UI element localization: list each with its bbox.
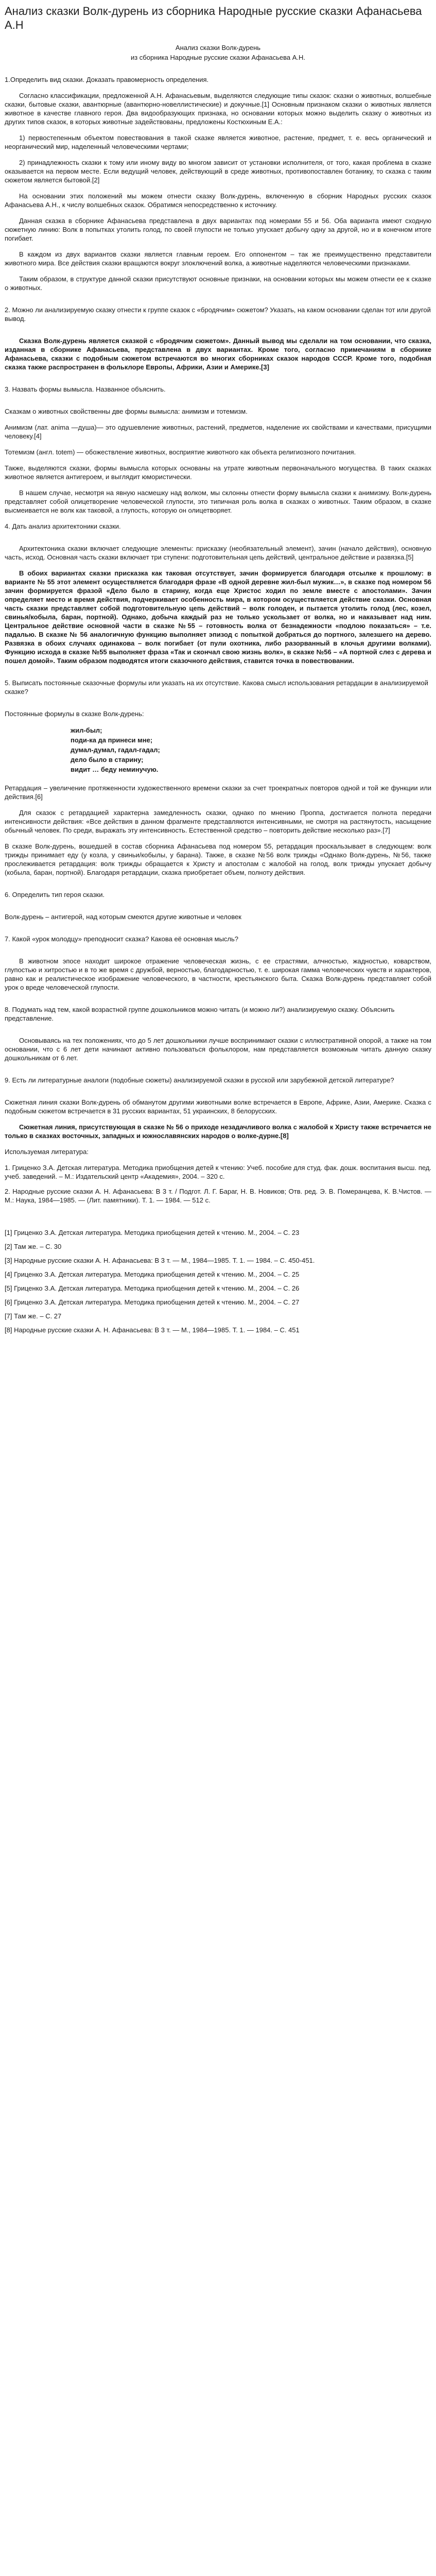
question-9: 9. Есть ли литературные аналоги (подобные сюжеты) анализируемой сказки в русской или зарубежной детской литературе? bbox=[5, 1076, 394, 1084]
question-1: 1.Определить вид сказки. Доказать правомерность определения. bbox=[5, 76, 209, 83]
formula-item: думал-думал, гадал-гадал; bbox=[71, 746, 160, 754]
paragraph: Сказкам о животных свойственны две формы вымысла: анимизм и тотемизм. bbox=[5, 408, 248, 415]
literature-heading: Используемая литература: bbox=[5, 1148, 89, 1156]
question-2: 2. Можно ли анализируемую сказку отнести к группе сказок с «бродячим» сюжетом? Указать, на каком основании сделан тот или другой вывод. bbox=[5, 306, 431, 323]
paragraph: Согласно классификации, предложенной А.Н. Афанасьевым, выделяются следующие типы сказок: сказки о животных, волшебные сказки, бытовые сказки, авантюрные (авантюрно-новеллистические) и докучные.[1] Основным признаком сказки о животных является животное в качестве главного героя. Два видообразующих признака, но основании которых можно выделить сказку о животных из других типов сказок, в которых животные задействованы, предложены Костюхиным Е.А.: bbox=[5, 92, 431, 126]
paragraph: В каждом из двух вариантов сказки является главным героем. Его оппонентом – так же преимущественно представители животного мира. Все действия сказки вращаются вокруг злоключений волка, а животные наделяются человеческими признаками. bbox=[5, 250, 431, 267]
paragraph: В сказке Волк-дурень, вошедшей в состав сборника Афанасьева под номером 55, ретардация проскальзывает в следующем: волк трижды принимает еду (у козла, у свиньи/кобылы, у барана). Также, в сказке №56 волк трижды «Однако Волк-дурень, №56, также прослеживается ретардация: волк трижды обращается к Христу и апостолам с жалобой на голод, волк трижды упускает добычу (кобыла, баран, портной). Благодаря ретардации, сказка приобретает объем, полноту действия. bbox=[5, 842, 431, 876]
paragraph: Основываясь на тех положениях, что до 5 лет дошкольники лучше воспринимают сказки с иллюстративной опорой, а также на том основании, что с 6 лет дети начинают активно пользоваться фольклором, нам представляется возможным читать данную сказку дошкольникам от 6 лет. bbox=[5, 1037, 431, 1062]
formula-item: видит … беду неминучую. bbox=[71, 766, 159, 773]
paragraph: Таким образом, в структуре данной сказки присутствуют основные признаки, на основании которых мы можем отнести ее к сказке о животных. bbox=[5, 275, 431, 292]
footnote: [8] Народные русские сказки А. Н. Афанасьева: В 3 т. — М., 1984—1985. Т. 1. — 1984. – С. 451 bbox=[5, 1326, 300, 1334]
paragraph: Архитектоника сказки включает следующие элементы: присказку (необязательный элемент), зачин (начало действия), основную часть, исход. Основная часть сказки включает три ступени: подготовительная цепь действий, центральное действие и развязка.[5] bbox=[5, 545, 431, 561]
paragraph: В животном эпосе находит широкое отражение человеческая жизнь, с ее страстями, алчностью, жадностью, коварством, глупостью и хитростью и в то же время с дружбой, верностью, благодарностью, т. е. широкая гамма человеческих чувств и характеров, равно как и реалистическое изображение человеческого, в частности, крестьянского быта. Сказка Волк-дурень представляет собой урок о вреде человеческой глупости. bbox=[5, 957, 431, 991]
question-5: 5. Выписать постоянные сказочные формулы или указать на их отсутствие. Какова смысл использования ретардации в анализируемой сказке? bbox=[5, 679, 428, 696]
footnote: [6] Гриценко З.А. Детская литература. Методика приобщения детей к чтению. М., 2004. – С. 27 bbox=[5, 1298, 300, 1306]
paragraph: Волк-дурень – антигерой, над которым смеются другие животные и человек bbox=[5, 913, 241, 921]
paragraph: Данная сказка в сборнике Афанасьева представлена в двух вариантах под номерами 55 и 56. Оба варианта имеют сходную сюжетную линию: Волк в попытках утолить голод, по своей глупости не только упускает добычу одну за другой, но и в конечном итоге погибает. bbox=[5, 217, 431, 242]
question-8: 8. Подумать над тем, какой возрастной группе дошкольников можно читать (и можно ли?) анализируемую сказку. Объяснить представление. bbox=[5, 1006, 395, 1022]
paragraph: Сюжетная линия сказки Волк-дурень об обманутом другими животными волке встречается в Европе, Африке, Азии, Америке. Сказка с подобным сюжетом встречается в 31 русских вариантах, 51 украинских, 8 белорусских. bbox=[5, 1098, 431, 1115]
paragraph: 1) первостепенным объектом повествования в такой сказке является животное, растение, предмет, т. е. весь органический и неорганический мир, наделенный человеческими чертами; bbox=[5, 134, 431, 150]
paragraph: Ретардация – увеличение протяженности художественного времени сказки за счет троекратных повторов одной и той же функции или действия.[6] bbox=[5, 784, 431, 801]
question-6: 6. Определить тип героя сказки. bbox=[5, 891, 105, 899]
footnote: [2] Там же. – С. 30 bbox=[5, 1243, 62, 1250]
question-3: 3. Назвать формы вымысла. Названное объяснить. bbox=[5, 385, 166, 393]
literature-item: 2. Народные русские сказки А. Н. Афанасьева: В 3 т. / Подгот. Л. Г. Бараг, Н. В. Новиков; Отв. ред. Э. В. Померанцева, К. В.Чистов. — М.: Наука, 1984—1985. — (Лит. памятники). Т. 1. — 1984. — 512 с. bbox=[5, 1188, 431, 1204]
paragraph: В обоих вариантах сказки присказка как таковая отсутствует, зачин формируется благодаря отсылке к прошлому: в варианте № 55 этот элемент осуществляется благодаря фразе «В одной деревне жил-был мужик…», в сказке под номером 56 зачин формируется фразой «Дело было в старину, когда еще Христос ходил по земле вместе с апостолами». Зачин определяет место и время действия, подчеркивает особенность мира, в котором осуществляется действие сказки. Основная часть сказки представляет собой подготовительную цепь действий – волк голоден, и пытается утолить голод (лес, козел, свинья/кобыла, баран, портной). Однако, добыча каждый раз не только ускользает от волка, но и наказывает над ним. Центральное действие основной части в сказке №55 – готовность волка от безнадежности «подлою показаться» – т.е. падалью. В сказке № 56 аналогичную функцию выполняет эпизод с попыткой добраться до портного, залезшего на дерево. Развязка в обоих случаях одинакова – волк погибает (от пули охотника, либо разорванный в клочья другими волками). Функцию исхода в сказке №55 выполняет фраза «Так и скончал свою жизнь волк», в сказке №56 – «А портной слез с дерева и пошел домой». Таким образом подводятся итоги сказочного действия, ставится точка в повествовании. bbox=[5, 569, 431, 665]
paragraph: Сказка Волк-дурень является сказкой с «бродячим сюжетом». Данный вывод мы сделали на том основании, что сказка, изданная в сборнике Афанасьева, представлена в двух вариантах. Кроме того, согласно примечаниям в сборнике Афанасьева, сказки с подобным сюжетом встречаются во многих сборниках сказок народов СССР. Кроме того, подобная сказка также распространен в фольклоре Европы, Африки, Азии и Америке.[3] bbox=[5, 337, 431, 371]
footnote: [3] Народные русские сказки А. Н. Афанасьева: В 3 т. — М., 1984—1985. Т. 1. — 1984. – С. 450-451. bbox=[5, 1257, 315, 1264]
formula-item: дело было в старину; bbox=[71, 756, 144, 764]
formula-item: поди-ка да принеси мне; bbox=[71, 736, 153, 744]
paragraph: Тотемизм (англ. totem) — обожествление животных, восприятие животного как объекта религиозного почитания. bbox=[5, 448, 356, 456]
footnote: [4] Гриценко З.А. Детская литература. Методика приобщения детей к чтению. М., 2004. – С. 25 bbox=[5, 1270, 300, 1278]
paragraph: Сюжетная линия, присутствующая в сказке № 56 о приходе незадачливого волка с жалобой к Христу также встречается не только в сказках восточных, западных и южнославянских народов о волке-дурне.[8] bbox=[5, 1123, 431, 1140]
formula-list bbox=[71, 725, 431, 774]
paragraph: Также, выделяются сказки, формы вымысла которых основаны на утрате животным первоначального могущества. В таких сказках животное является антигероем, и выглядит юмористически. bbox=[5, 464, 431, 481]
footnote: [7] Там же. – С. 27 bbox=[5, 1312, 62, 1320]
footnote: [1] Гриценко З.А. Детская литература. Методика приобщения детей к чтению. М., 2004. – С. 23 bbox=[5, 1229, 300, 1236]
formula-item: жил-был; bbox=[71, 726, 102, 734]
paragraph: На основании этих положений мы можем отнести сказку Волк-дурень, включенную в сборник Народных русских сказок Афанасьева А.Н., к числу волшебных сказок. Обратимся непосредственно к источнику. bbox=[5, 192, 431, 209]
literature-item: 1. Гриценко З.А. Детская литература. Методика приобщения детей к чтению: Учеб. пособие для студ. фак. дошк. воспитания высш. пед. учеб. заведений. – М.: Издательский центр «Академия», 2004. – 320 с. bbox=[5, 1164, 431, 1180]
paragraph: 2) принадлежность сказки к тому или иному виду во многом зависит от установки исполнителя, от того, какая проблема в сказке оказывается на первом месте. Если ведущий человек, действующий в среде животных, противопоставлен ботанику, то сказка с таким сюжетом является бытовой.[2] bbox=[5, 159, 431, 184]
paragraph: Постоянные формулы в сказке Волк-дурень: bbox=[5, 710, 144, 718]
footnote: [5] Гриценко З.А. Детская литература. Методика приобщения детей к чтению. М., 2004. – С. 26 bbox=[5, 1284, 300, 1292]
footnotes bbox=[5, 1228, 431, 1334]
paragraph: В нашем случае, несмотря на явную насмешку над волком, мы склонны отнести форму вымысла сказки к анимизму. Волк-дурень представляет собой олицетворение человеческой глупости, это типичная роль волка в сказках о животных. Таким образом, в сказке высмеивается не волк как таковой, а глупость, которую он олицетворяет. bbox=[5, 489, 431, 514]
paragraph: Для сказок с ретардацией характерна замедленность сказки, однако по мнению Проппа, достигается полнота передачи интенсивности действия: «Все действия в данном фрагменте представляются интенсивными, не смотря на растянутость, насыщение обычный человек. По среди, выражать эту интенсивность. Естественной средство – повторить действие несколько раз».[7] bbox=[5, 809, 431, 834]
subtitle-line-2: из сборника Народные русские сказки Афанасьева А.Н. bbox=[130, 54, 306, 61]
page-title: Анализ сказки Волк-дурень из сборника Народные русские сказки Афанасьева А.Н bbox=[5, 5, 422, 31]
paragraph: Анимизм (лат. anima —душа)— это одушевление животных, растений, предметов, наделение их свойствами и качествами, присущими человеку.[4] bbox=[5, 423, 431, 440]
question-7: 7. Какой «урок молодцу» преподносит сказка? Какова её основная мысль? bbox=[5, 935, 238, 943]
subtitle-line-1: Анализ сказки Волк-дурень bbox=[175, 44, 261, 52]
question-4: 4. Дать анализ архитектоники сказки. bbox=[5, 522, 121, 530]
